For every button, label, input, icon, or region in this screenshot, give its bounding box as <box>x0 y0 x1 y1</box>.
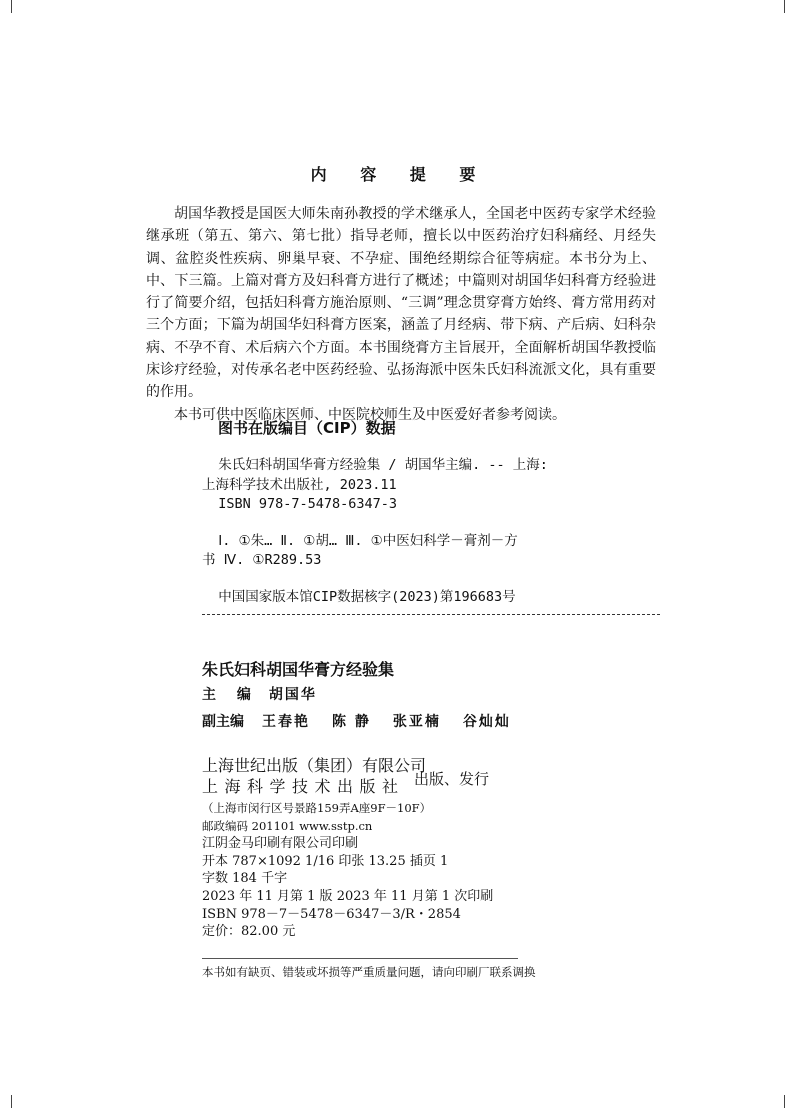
price: 定价：82.00 元 <box>202 924 296 940</box>
cip-record <box>202 456 662 607</box>
publisher-role: 出版、发行 <box>414 770 490 788</box>
word-count: 字数 184 千字 <box>202 871 288 887</box>
summary-title: 内 容 提 要 <box>310 165 490 184</box>
publisher-block <box>202 755 426 797</box>
footer-rule <box>202 958 518 959</box>
crop-mark-bottom-left <box>11 1095 12 1108</box>
postcode-website: 邮政编码 201101 www.sstp.cn <box>202 818 373 833</box>
cip-verification-number: 中国国家版本馆CIP数据核字(2023)第196683号 <box>202 588 516 605</box>
cip-classification: 书 Ⅳ. ①R289.53 <box>202 552 322 568</box>
deputy-editor-name: 陈 静 <box>332 714 371 730</box>
cip-line: 朱氏妇科胡国华膏方经验集 / 胡国华主编. -- 上海: <box>202 457 548 473</box>
crop-mark-top-left <box>11 0 12 13</box>
summary-section <box>146 203 656 426</box>
chief-editor-label: 主 编 <box>202 687 259 703</box>
book-format: 开本 787×1092 1/16 印张 13.25 插页 1 <box>202 853 449 869</box>
footer-note: 本书如有缺页、错装或坏损等严重质量问题，请向印刷厂联系调换 <box>202 965 536 979</box>
chief-editor-name: 胡国华 <box>268 687 317 703</box>
cip-line: 上海科学技术出版社, 2023.11 <box>202 476 397 493</box>
printer: 江阴金马印刷有限公司印刷 <box>202 836 359 852</box>
summary-paragraph: 胡国华教授是国医大师朱南孙教授的学术继承人，全国老中医药专家学术经验继承班（第五、第六、第七批）指导老师，擅长以中医药治疗妇科痛经、月经失调、盆腔炎性疾病、卵巢早衰、不孕症、围绝经期综合征等病症。本书分为上、中、下三篇。上篇对膏方及妇科膏方进行了概述；中篇则对胡国华妇科膏方经验进行了简要介绍，包括妇科膏方施治原则、“三调”理念贯穿膏方始终、膏方常用药对三个方面；下篇为胡国华妇科膏方医案，涵盖了月经病、带下病、产后病、妇科杂病、不孕不育、术后病六个方面。本书围绕膏方主旨展开，全面解析胡国华教授临床诊疗经验，对传承名老中医药经验、弘扬海派中医朱氏妇科流派文化，具有重要的作用。 <box>146 206 656 401</box>
colophon <box>202 800 493 941</box>
cip-heading: 图书在版编目（CIP）数据 <box>218 419 396 437</box>
deputy-editors-row <box>202 711 533 731</box>
isbn: ISBN 978－7－5478－6347－3/R・2854 <box>202 906 461 922</box>
publisher-house: 上海科学技术出版社 <box>202 777 405 796</box>
deputy-editor-name: 张亚楠 <box>392 714 441 730</box>
dashed-divider <box>202 614 660 615</box>
book-title: 朱氏妇科胡国华膏方经验集 <box>202 660 395 679</box>
deputy-editor-name: 王春艳 <box>262 714 310 730</box>
chief-editor-row <box>202 684 317 704</box>
deputy-editor-name: 谷灿灿 <box>462 714 511 730</box>
crop-mark-top-right <box>784 0 785 13</box>
publisher-address: （上海市闵行区号景路159弄A座9F－10F） <box>202 801 432 815</box>
edition-info: 2023 年 11 月第 1 版 2023 年 11 月第 1 次印刷 <box>202 888 494 904</box>
publisher-group: 上海世纪出版（集团）有限公司 <box>202 756 427 775</box>
summary-paragraph: 本书可供中医临床医师、中医院校师生及中医爱好者参考阅读。 <box>174 406 566 423</box>
deputy-editor-label: 副主编 <box>202 714 244 730</box>
cip-isbn: ISBN 978-7-5478-6347-3 <box>202 496 398 512</box>
cip-classification: Ⅰ. ①朱… Ⅱ. ①胡… Ⅲ. ①中医妇科学－膏剂－方 <box>202 532 518 549</box>
crop-mark-bottom-right <box>784 1095 785 1108</box>
